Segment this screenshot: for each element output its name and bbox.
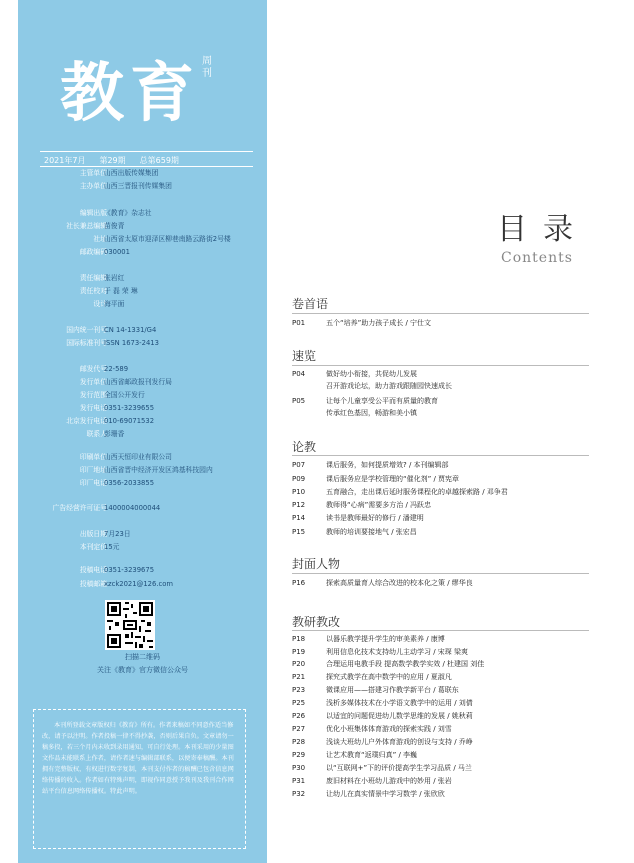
info-row: 印厂地址 山西省晋中经济开发区鸿基科技园内: [79, 466, 213, 474]
toc-entry[interactable]: P21 探究式教学在高中数学中的应用 / 夏淑凡: [292, 673, 452, 681]
info-row: 邮发代号 22-589: [79, 365, 129, 373]
toc-entry[interactable]: 召开游戏论坛，助力游戏跟随园快速成长: [326, 382, 452, 390]
issue-date: 2021年7月: [44, 156, 86, 165]
section-rule: [292, 313, 589, 314]
section-heading: 论教: [292, 440, 317, 454]
info-row: 出版日期 7月23日: [79, 530, 131, 538]
info-row: 发行范围 全国公开发行: [79, 391, 145, 399]
toc-entry[interactable]: P25 浅析多媒体技术在小学语文教学中的运用 / 刘倩: [292, 699, 473, 707]
toc-entry[interactable]: P27 优化小班集体体育游戏的探索实践 / 刘雪: [292, 725, 452, 733]
info-row: 设计 海平面: [93, 300, 125, 308]
info-row: 联系人 彭珊香: [86, 430, 125, 438]
toc-entry[interactable]: 传承红色基因，畅游和美小镇: [326, 409, 417, 417]
info-row: 国内统一刊号 CN 14-1331/G4: [66, 326, 157, 334]
info-row: 国际标准刊号 ISSN 1673-2413: [66, 339, 159, 347]
info-row: 社址 山西省太原市迎泽区柳巷南路云路街2号楼: [93, 235, 231, 243]
issue-rule-top: [40, 151, 253, 152]
wechat-qr-code[interactable]: [105, 600, 155, 650]
info-row: 主办单位 山西三晋报刊传媒集团: [79, 182, 172, 190]
toc-entry[interactable]: P05 让每个儿童享受公平而有质量的教育: [292, 397, 438, 405]
info-row: 主管单位 山西出版传媒集团: [79, 169, 159, 177]
toc-entry[interactable]: P07 课后服务，如何提质增效? / 本刊编辑部: [292, 461, 449, 469]
section-heading: 卷首语: [292, 297, 329, 311]
toc-entry[interactable]: P04 做好幼小衔接，共促幼儿发展: [292, 370, 417, 378]
info-row: 邮政编码 030001: [79, 248, 130, 256]
info-row: 印刷单位 山西天恒印业有限公司: [79, 453, 172, 461]
toc-entry[interactable]: P14 读书是教师最好的修行 / 潘建明: [292, 514, 424, 522]
section-heading: 教研教改: [292, 615, 341, 629]
info-row: 印厂电话 0356-2033855: [79, 479, 155, 487]
issue-number: 第29期: [99, 156, 126, 165]
toc-entry[interactable]: P32 让幼儿在真实情景中学习数学 / 张欣欣: [292, 790, 445, 798]
table-of-contents: [280, 0, 634, 863]
info-row: 北京发行电话 010-69071532: [66, 417, 155, 425]
toc-entry[interactable]: P10 五育融合，走出课后延时服务课程化的卓越探索路 / 邓争君: [292, 488, 508, 496]
toc-entry[interactable]: P16 探索高质量育人综合改进的校本化之策 / 缪华良: [292, 579, 473, 587]
issue-line: [44, 155, 249, 166]
toc-entry[interactable]: P31 废旧材料在小班幼儿游戏中的妙用 / 张岩: [292, 777, 452, 785]
section-rule: [292, 573, 589, 574]
issue-rule-bottom: [40, 166, 253, 167]
section-rule: [292, 365, 589, 366]
magazine-logo-subtitle: 周刊: [202, 56, 212, 79]
toc-entry[interactable]: P09 课后服务应是学校管理的“催化剂” / 贾宪章: [292, 475, 460, 483]
issue-total: 总第659期: [139, 156, 179, 165]
info-row: 责任校对 于 磊 荣 琳: [79, 287, 138, 295]
toc-subtitle: Contents: [501, 250, 573, 266]
toc-entry[interactable]: P12 教师得“心病”需要多方治 / 冯跃忠: [292, 501, 432, 509]
toc-entry[interactable]: P20 合理运用电教手段 提高数学教学实效 / 杜建国 刘佳: [292, 660, 485, 668]
info-row: 本刊定价 15元: [79, 543, 120, 551]
info-row: 发行电话 0351-3239655: [79, 404, 155, 412]
toc-entry[interactable]: P18 以器乐教学提升学生的审美素养 / 康博: [292, 635, 445, 643]
info-row: 投稿邮箱 xzck2021@126.com: [79, 580, 174, 588]
section-rule: [292, 455, 589, 456]
toc-entry[interactable]: P01 五个“培养”助力孩子成长 / 宁仕文: [292, 319, 432, 327]
qr-caption-follow: 关注《教育》官方微信公众号: [97, 666, 188, 674]
toc-entry[interactable]: P26 以适宜的问题促进幼儿数学思维的发展 / 姚秋莉: [292, 712, 473, 720]
info-row: 编辑出版 《教育》杂志社: [79, 209, 152, 217]
info-row: 社长兼总编辑 苗俊青: [66, 222, 125, 230]
qr-caption-scan: 扫描二维码: [125, 653, 160, 661]
info-row: 发行单位 山西省邮政报刊发行局: [79, 378, 172, 386]
toc-title: 目录: [497, 212, 589, 247]
copyright-notice: 本刊所登载文章版权归《教育》所有。作者来稿如不同意作适当修改，请予以注明。作者投稿一律不得抄袭，否则后果自负。文章请勿一稿多投，若三个月内未收到录用通知，可自行处理。本刊采用的少量图文作品未能联系上作者，请作者速与编辑部联系，以便寄奉稿酬。本刊拥有完整版权，有权进行数字复制，本刊支付作者的稿酬已包含信息网络传播的收入。作者如有特殊声明，即视作同意授予我刊及我刊合作网站平台信息网络传播权。特此声明。: [33, 709, 246, 849]
info-row: 广告经营许可证号 1400004000044: [52, 504, 161, 512]
toc-entry[interactable]: P29 让艺术教育“返璞归真” / 李巍: [292, 751, 418, 759]
toc-entry[interactable]: P19 利用信息化技术支持幼儿主动学习 / 宋琛 梁爽: [292, 648, 469, 656]
toc-entry[interactable]: P30 以“互联网+”下的评价提高学生学习品质 / 马兰: [292, 764, 472, 772]
section-heading: 速览: [292, 349, 317, 363]
section-heading: 封面人物: [292, 557, 341, 571]
toc-entry[interactable]: P15 教师的培训要接地气 / 张宏昌: [292, 528, 417, 536]
toc-entry[interactable]: P23 微课应用——搭建习作教学新平台 / 葛联东: [292, 686, 459, 694]
info-row: 投稿电话 0351-3239675: [79, 566, 155, 574]
toc-entry[interactable]: P28 浅谈大班幼儿户外体育游戏的创设与支持 / 乔峥: [292, 738, 473, 746]
section-rule: [292, 630, 589, 631]
qr-code-icon: [105, 600, 155, 650]
info-row: 责任编辑 张岩红: [79, 274, 125, 282]
magazine-logo: 教育: [60, 56, 200, 131]
